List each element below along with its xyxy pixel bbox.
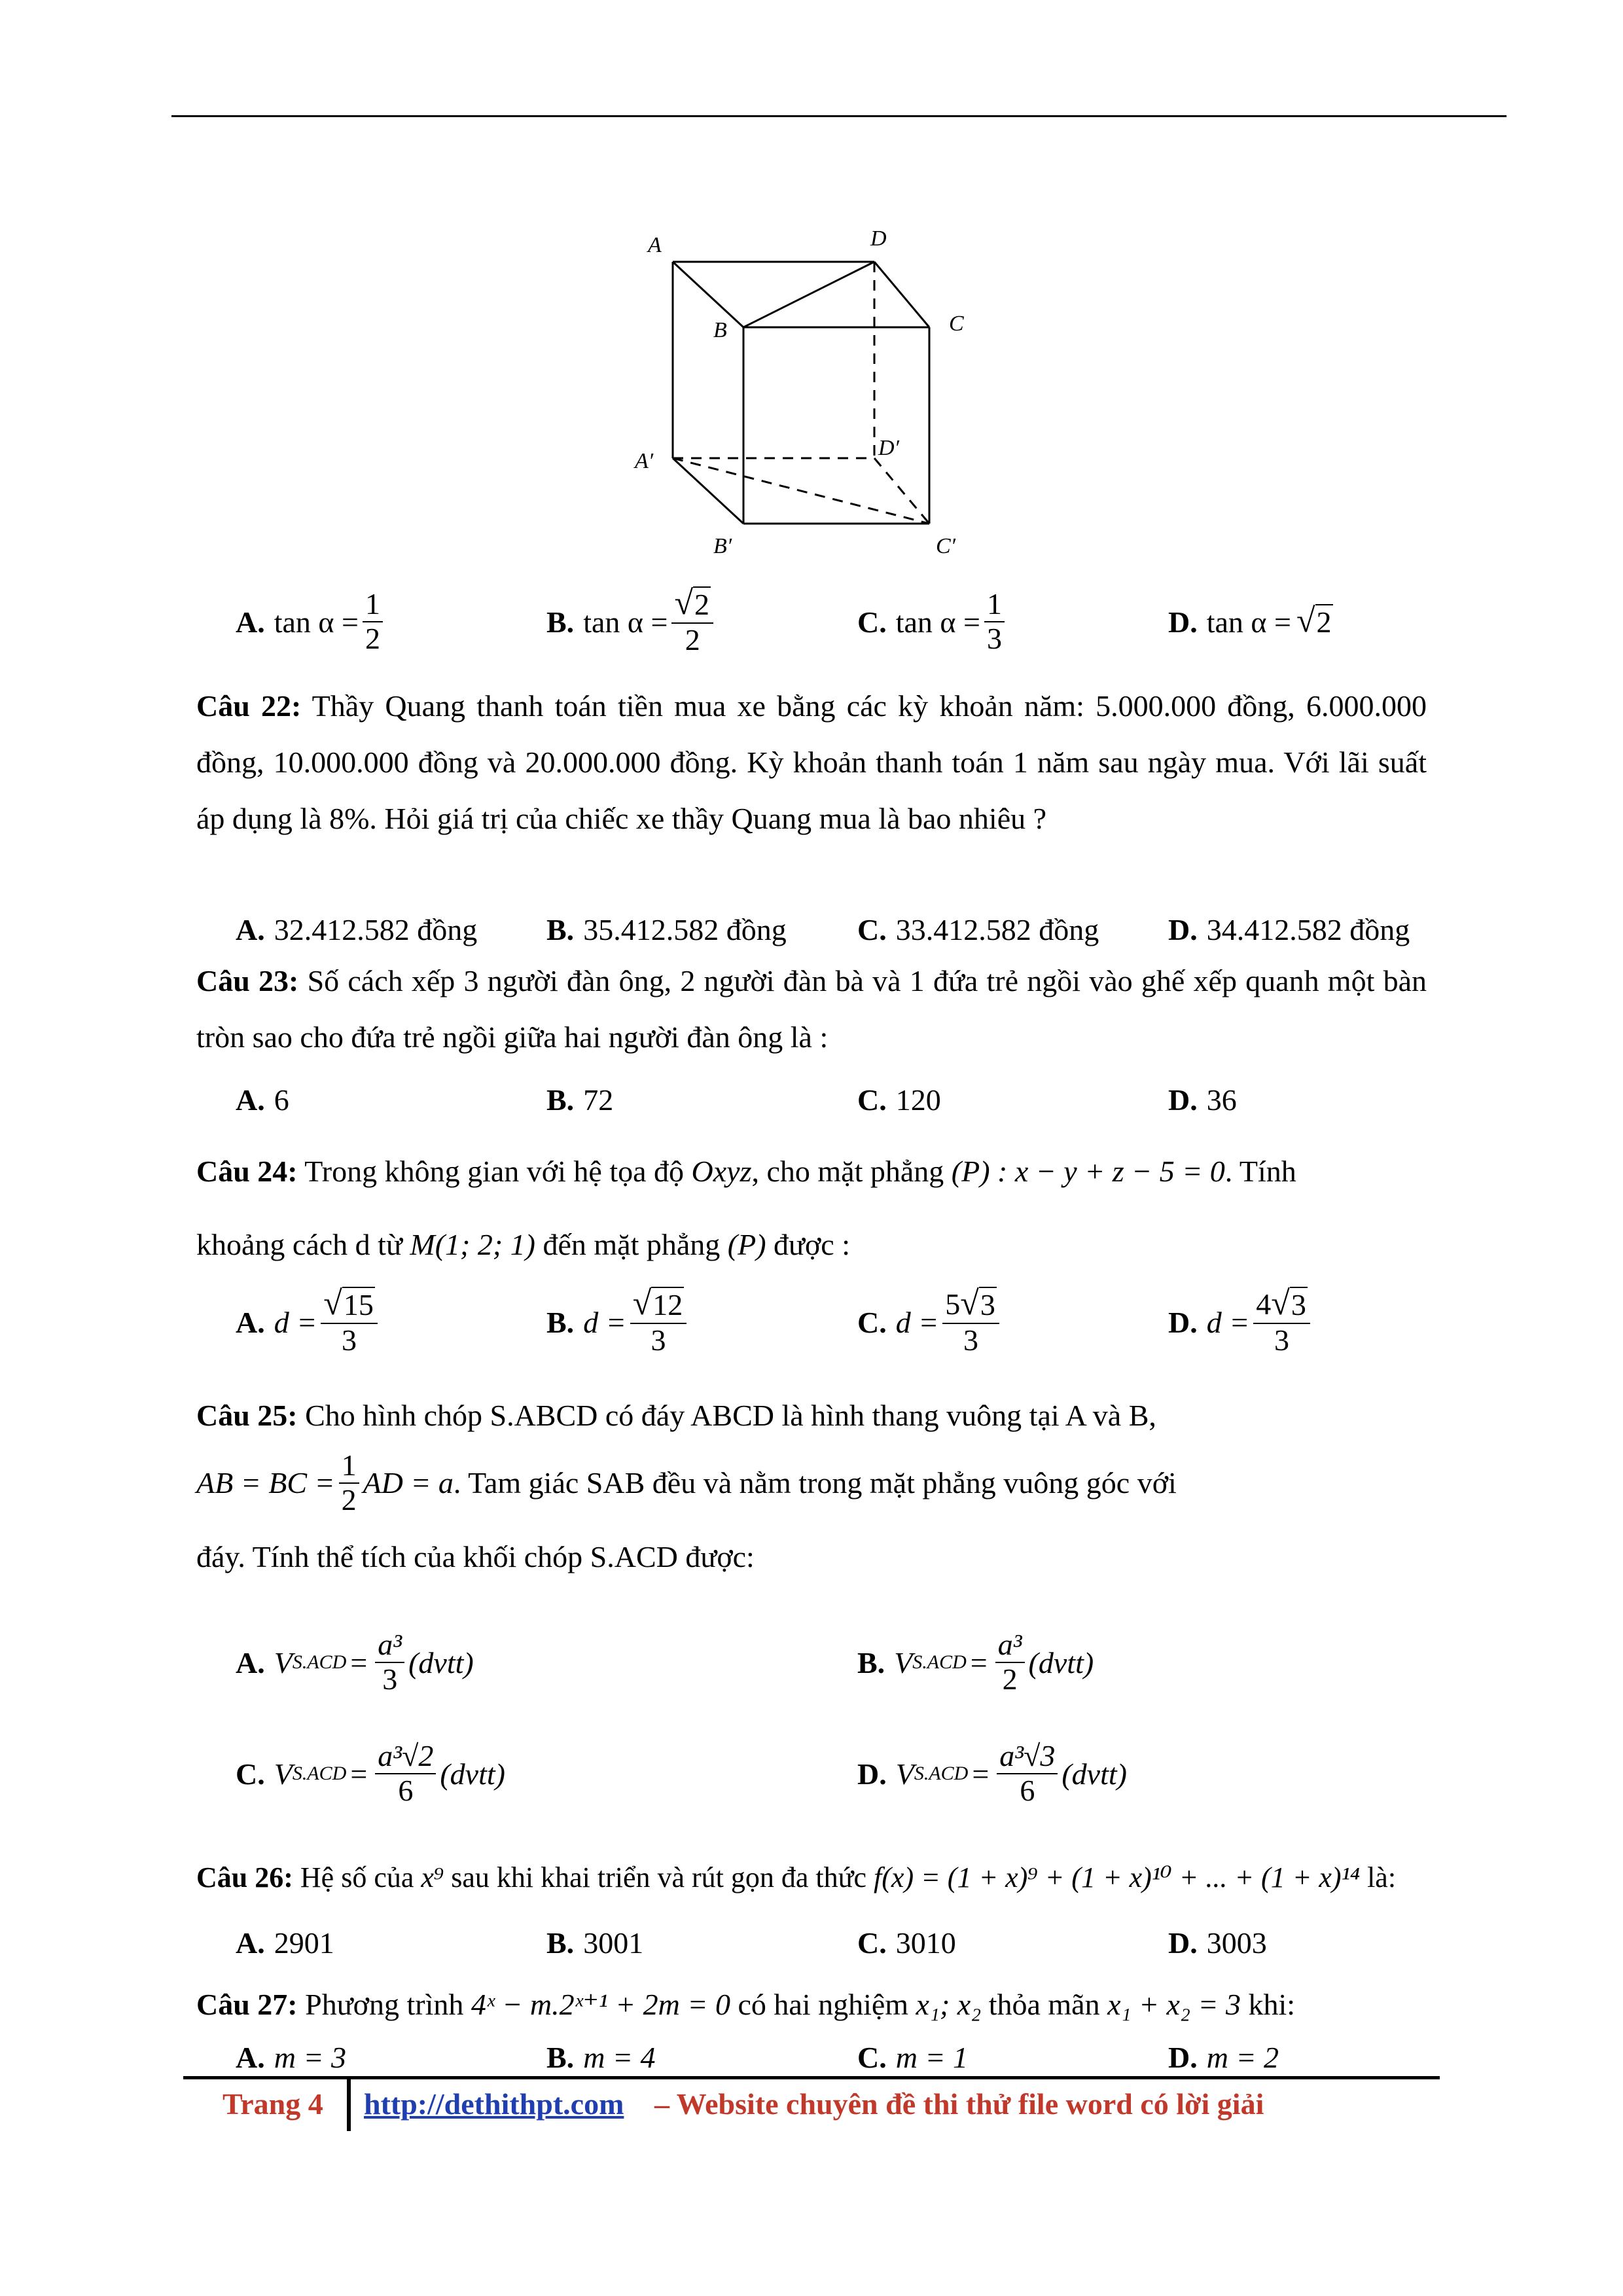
q27-option-a[interactable]: A. m = 3 bbox=[236, 2040, 346, 2074]
label-D: D bbox=[870, 226, 887, 251]
q23-option-c[interactable]: C. 120 bbox=[857, 1083, 941, 1117]
q25-line-3: đáy. Tính thể tích của khối chóp S.ACD được: bbox=[196, 1540, 755, 1573]
q22-option-a[interactable]: A. 32.412.582 đồng bbox=[236, 912, 478, 946]
edge-DC2 bbox=[874, 458, 929, 524]
q26-option-d[interactable]: D. 3003 bbox=[1168, 1926, 1267, 1960]
q26-text: Câu 26: Hệ số của x⁹ sau khi khai triển và rút gọn đa thức f(x) = (1 + x)⁹ + (1 + x)¹⁰ + ... + (1 + x)¹⁴ là: bbox=[196, 1861, 1397, 1893]
edge-AC2 bbox=[673, 458, 929, 524]
q23-options bbox=[196, 1067, 1427, 1132]
label-B: B bbox=[713, 318, 727, 342]
q23-option-a[interactable]: A. 6 bbox=[236, 1083, 289, 1117]
edge-AB bbox=[673, 262, 743, 327]
footer-tagline: – Website chuyên đề thi thử file word có lời giải bbox=[654, 2087, 1264, 2121]
q21-option-c[interactable]: C. tan α = $\frac{1}{3}$ bbox=[857, 589, 1008, 655]
edge-DC bbox=[874, 262, 929, 327]
q22-option-c[interactable]: C. 33.412.582 đồng bbox=[857, 912, 1099, 946]
q21-options bbox=[196, 584, 1427, 657]
label-C-prime: C′ bbox=[936, 534, 956, 558]
q22-options bbox=[196, 897, 1427, 962]
label-A: A bbox=[648, 233, 662, 257]
q26-option-b[interactable]: B. 3001 bbox=[546, 1926, 644, 1960]
q23-option-b[interactable]: B. 72 bbox=[546, 1083, 614, 1117]
q25-option-d[interactable]: D. V S.ACD = $\frac{\text{a³√3}}{6}$ (dvtt) bbox=[857, 1739, 1127, 1807]
q23-text: Câu 23: Số cách xếp 3 người đàn ông, 2 người đàn bà và 1 đứa trẻ ngồi vào ghế xếp quanh một bàn tròn sao cho đứa trẻ ngồi giữa hai người đàn ông là : bbox=[196, 964, 1427, 1054]
q24-option-b[interactable]: B. d = √ 12 3 bbox=[546, 1283, 690, 1361]
q24-line-2: khoảng cách d từ M(1; 2; 1) đến mặt phẳng (P) được : bbox=[196, 1228, 851, 1261]
q27-option-c[interactable]: C. m = 1 bbox=[857, 2040, 968, 2074]
q26-option-a[interactable]: A. 2901 bbox=[236, 1926, 334, 1960]
q25-option-b[interactable]: B. V S.ACD = $\frac{\text{a³}}{2}$ (dvtt) bbox=[857, 1628, 1094, 1696]
q24-text bbox=[196, 1139, 1427, 1278]
q27-options bbox=[196, 2034, 1427, 2080]
label-A-prime: A′ bbox=[635, 449, 654, 473]
q24-line-1: Câu 24: Trong không gian với hệ tọa độ Oxyz, cho mặt phẳng (P) : x − y + z − 5 = 0. Tính bbox=[196, 1155, 1296, 1188]
footer-divider bbox=[347, 2079, 351, 2131]
q26-option-c[interactable]: C. 3010 bbox=[857, 1926, 956, 1960]
q25-option-c[interactable]: C. V S.ACD = $\frac{\text{a³√2}}{6}$ (dvtt) bbox=[236, 1739, 505, 1807]
q24-option-c[interactable]: C. d = 5 √ 3 3 bbox=[857, 1283, 1003, 1361]
q21-option-b[interactable]: B. tan α = √ 2 2 bbox=[546, 589, 717, 655]
label-C: C bbox=[949, 312, 964, 336]
prism-figure bbox=[628, 223, 995, 563]
q27-text: Câu 27: Phương trình 4ˣ − m.2ˣ⁺¹ + 2m = 0 có hai nghiệm x₁; x₂ thỏa mãn x₁ + x₂ = 3 khi: bbox=[196, 1988, 1296, 2021]
q22-option-d[interactable]: D. 34.412.582 đồng bbox=[1168, 912, 1410, 946]
q27-option-d[interactable]: D. m = 2 bbox=[1168, 2040, 1279, 2074]
q25-line-2: AB = BC = $\frac{1}{2}$ AD = a . Tam giác SAB đều và nằm trong mặt phẳng vuông góc với bbox=[196, 1448, 1177, 1516]
q21-option-d[interactable]: D. tan α = √ 2 bbox=[1168, 601, 1332, 639]
q23-option-d[interactable]: D. 36 bbox=[1168, 1083, 1237, 1117]
label-B-prime: B′ bbox=[713, 534, 732, 558]
q25-option-a[interactable]: A. V S.ACD = $\frac{\text{a³}}{3}$ (dvtt) bbox=[236, 1628, 474, 1696]
footer-rule bbox=[183, 2076, 1440, 2079]
q25-line-1: Câu 25: Cho hình chóp S.ABCD có đáy ABCD là hình thang vuông tại A và B, bbox=[196, 1399, 1156, 1432]
q22-option-b[interactable]: B. 35.412.582 đồng bbox=[546, 912, 787, 946]
header-rule bbox=[171, 115, 1507, 117]
q25-options-row-2 bbox=[196, 1728, 1427, 1820]
q24-options bbox=[196, 1283, 1427, 1361]
q27-option-b[interactable]: B. m = 4 bbox=[546, 2040, 656, 2074]
q26-options bbox=[196, 1910, 1427, 1975]
website-link[interactable]: http://dethithpt.com bbox=[364, 2087, 624, 2121]
q24-option-d[interactable]: D. d = 4 √ 3 3 bbox=[1168, 1283, 1314, 1361]
q22-text: Câu 22: Thầy Quang thanh toán tiền mua xe bằng các kỳ khoản năm: 5.000.000 đồng, 6.000.000 đồng, 10.000.000 đồng và 20.000.000 đồng. Kỳ khoản thanh toán 1 năm sau ngày mua. Với lãi suất áp dụng là 8%. Hỏi giá trị của chiếc xe thầy Quang mua là bao nhiêu ? bbox=[196, 689, 1427, 835]
page-number: Trang 4 bbox=[223, 2087, 323, 2121]
q21-option-a[interactable]: A. tan α = $\frac{1}{2}$ bbox=[236, 589, 387, 655]
q25-text bbox=[196, 1388, 1427, 1585]
q24-option-a[interactable]: A. d = √ 15 3 bbox=[236, 1283, 382, 1361]
label-D-prime: D′ bbox=[878, 436, 899, 460]
q25-options-row-1 bbox=[196, 1617, 1427, 1708]
edge-BD bbox=[743, 262, 874, 327]
